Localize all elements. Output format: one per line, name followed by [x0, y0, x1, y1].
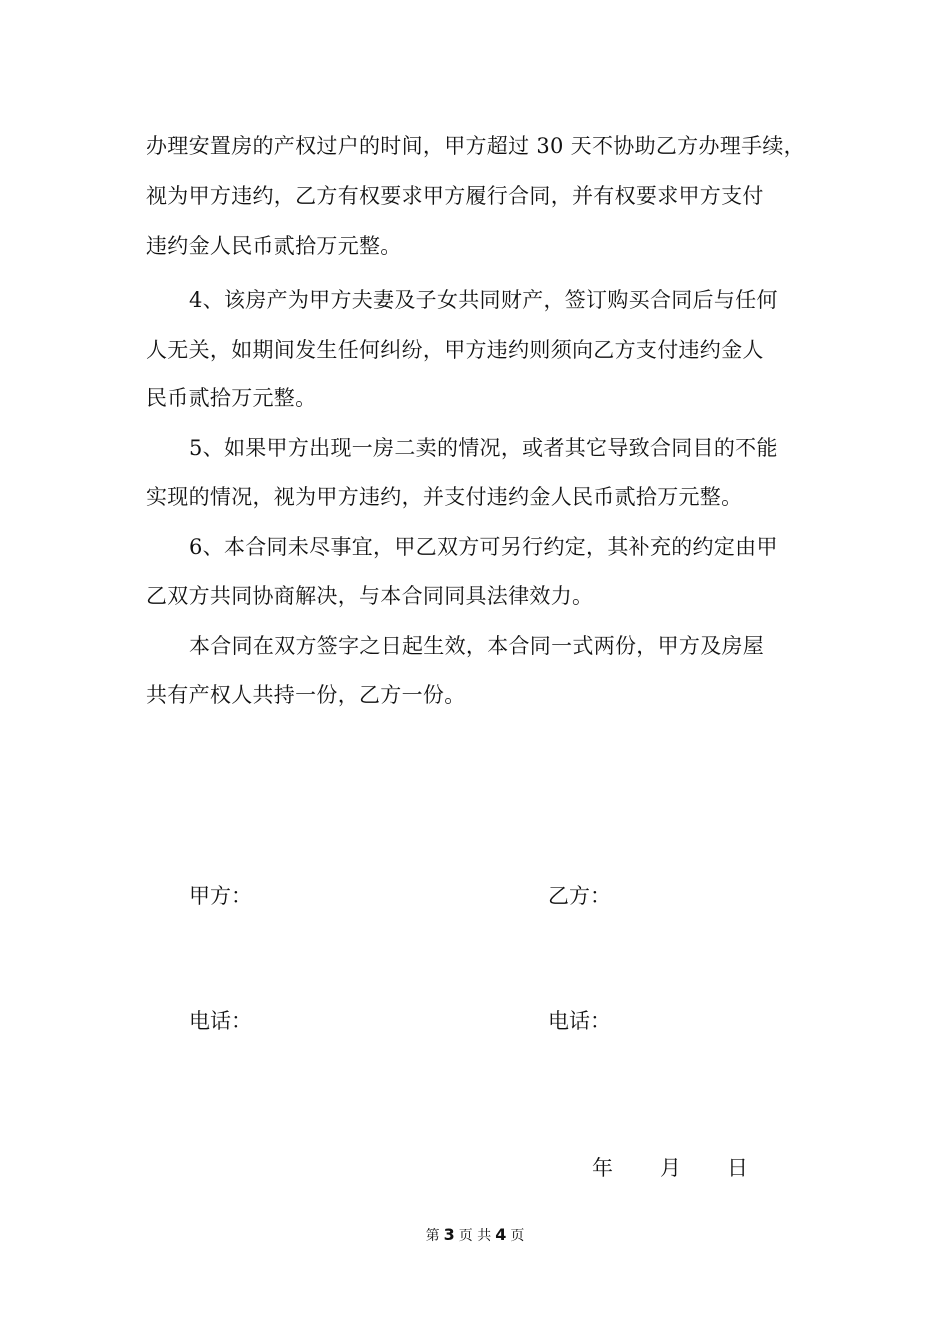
date-month-label: 月 — [660, 1156, 681, 1180]
footer-prefix: 第 — [425, 1228, 440, 1244]
paragraph-line: 办理安置房的产权过户的时间，甲方超过 30 天不协助乙方办理手续， — [146, 134, 805, 158]
party-b-label: 乙方： — [548, 884, 611, 908]
paragraph-line: 6、本合同未尽事宜，甲乙双方可另行约定，其补充的约定由甲 — [189, 535, 778, 559]
paragraph-line: 乙双方共同协商解决，与本合同同具法律效力。 — [146, 584, 594, 608]
paragraph-line: 本合同在双方签字之日起生效，本合同一式两份，甲方及房屋 — [189, 634, 765, 658]
current-page-number: 3 — [443, 1225, 455, 1244]
paragraph-line: 实现的情况，视为甲方违约，并支付违约金人民币贰拾万元整。 — [146, 485, 743, 509]
footer-middle: 页 共 — [458, 1228, 492, 1244]
paragraph-line: 视为甲方违约，乙方有权要求甲方履行合同，并有权要求甲方支付 — [146, 184, 764, 208]
total-page-number: 4 — [495, 1225, 507, 1244]
paragraph-line: 民币贰拾万元整。 — [146, 386, 317, 410]
party-a-label: 甲方： — [189, 884, 252, 908]
phone-a-label: 电话： — [189, 1009, 252, 1033]
date-year-label: 年 — [592, 1156, 613, 1180]
paragraph-line: 4、该房产为甲方夫妻及子女共同财产，签订购买合同后与任何 — [189, 288, 778, 312]
phone-b-label: 电话： — [548, 1009, 611, 1033]
paragraph-line: 5、如果甲方出现一房二卖的情况，或者其它导致合同目的不能 — [189, 436, 778, 460]
date-day-label: 日 — [727, 1156, 748, 1180]
paragraph-line: 人无关，如期间发生任何纠纷，甲方违约则须向乙方支付违约金人 — [146, 338, 764, 362]
footer-suffix: 页 — [510, 1228, 525, 1244]
paragraph-line: 共有产权人共持一份，乙方一份。 — [146, 683, 466, 707]
paragraph-line: 违约金人民币贰拾万元整。 — [146, 234, 402, 258]
page-footer — [0, 1225, 950, 1246]
